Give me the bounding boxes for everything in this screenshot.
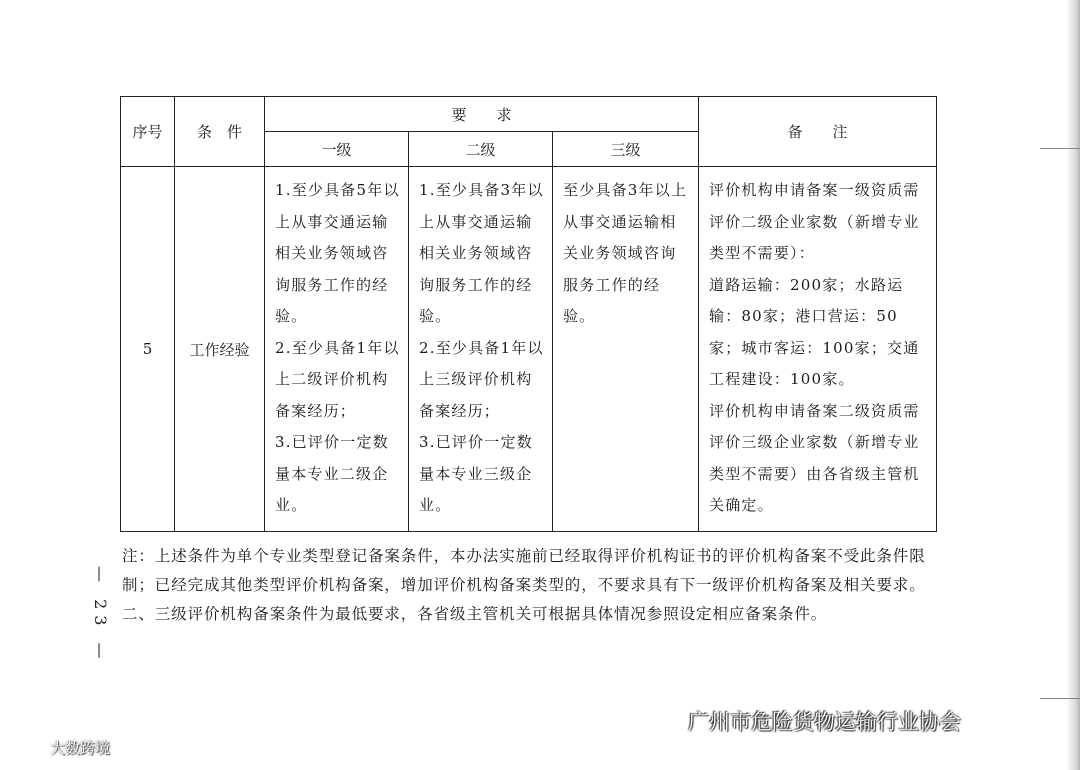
watermark-org — [650, 706, 961, 736]
row-remark: 评价机构申请备案一级资质需评价二级企业家数（新增专业类型不需要）： 道路运输：200家；水路运输：80家；港口营运：50家；城市客运：100家；交通工程建设：100家。 评价机构申请备案二级资质需评价三级企业家数（新增专业类型不需要）由各省级主管机关确定。 — [699, 167, 937, 532]
header-condition: 条 件 — [175, 97, 265, 167]
page-number: — 23 — — [91, 566, 110, 665]
header-remark: 备 注 — [699, 97, 937, 167]
brand-logo-icon — [12, 736, 46, 758]
watermark-brand — [12, 736, 110, 758]
row-level-3-requirement: 至少具备3年以上从事交通运输相关业务领域咨询服务工作的经验。 — [553, 167, 699, 532]
row-level-1-requirement: 1.至少具备5年以上从事交通运输相关业务领域咨询服务工作的经验。 2.至少具备1年以上二级评价机构备案经历； 3.已评价一定数量本专业二级企业。 — [265, 167, 409, 532]
requirements-table — [120, 96, 937, 532]
scan-edge-line — [1040, 698, 1080, 699]
footnote-text: 注：上述条件为单个专业类型登记备案条件，本办法实施前已经取得评价机构证书的评价机构备案不受此条件限制；已经完成其他类型评价机构备案，增加评价机构备案类型的，不要求具有下一级评价机构备案及相关要求。二、三级评价机构备案条件为最低要求，各省级主管机关可根据具体情况参照设定相应备案条件。 — [122, 547, 926, 623]
scan-edge-shadow — [1066, 0, 1080, 770]
header-level-1: 一级 — [265, 132, 409, 167]
header-seq: 序号 — [121, 97, 175, 167]
watermark-brand-text: 大数跨境 — [50, 738, 111, 757]
row-level-2-requirement: 1.至少具备3年以上从事交通运输相关业务领域咨询服务工作的经验。 2.至少具备1年以上三级评价机构备案经历； 3.已评价一定数量本专业三级企业。 — [409, 167, 553, 532]
wechat-icon — [650, 709, 682, 733]
header-level-3: 三级 — [553, 132, 699, 167]
row-condition: 工作经验 — [175, 167, 265, 532]
header-level-2: 二级 — [409, 132, 553, 167]
scan-edge-line — [1040, 148, 1080, 149]
row-seq: 5 — [121, 167, 175, 532]
header-requirements: 要 求 — [265, 97, 699, 132]
footnote — [122, 542, 942, 629]
watermark-org-text: 广州市危险货物运输行业协会 — [688, 710, 961, 734]
